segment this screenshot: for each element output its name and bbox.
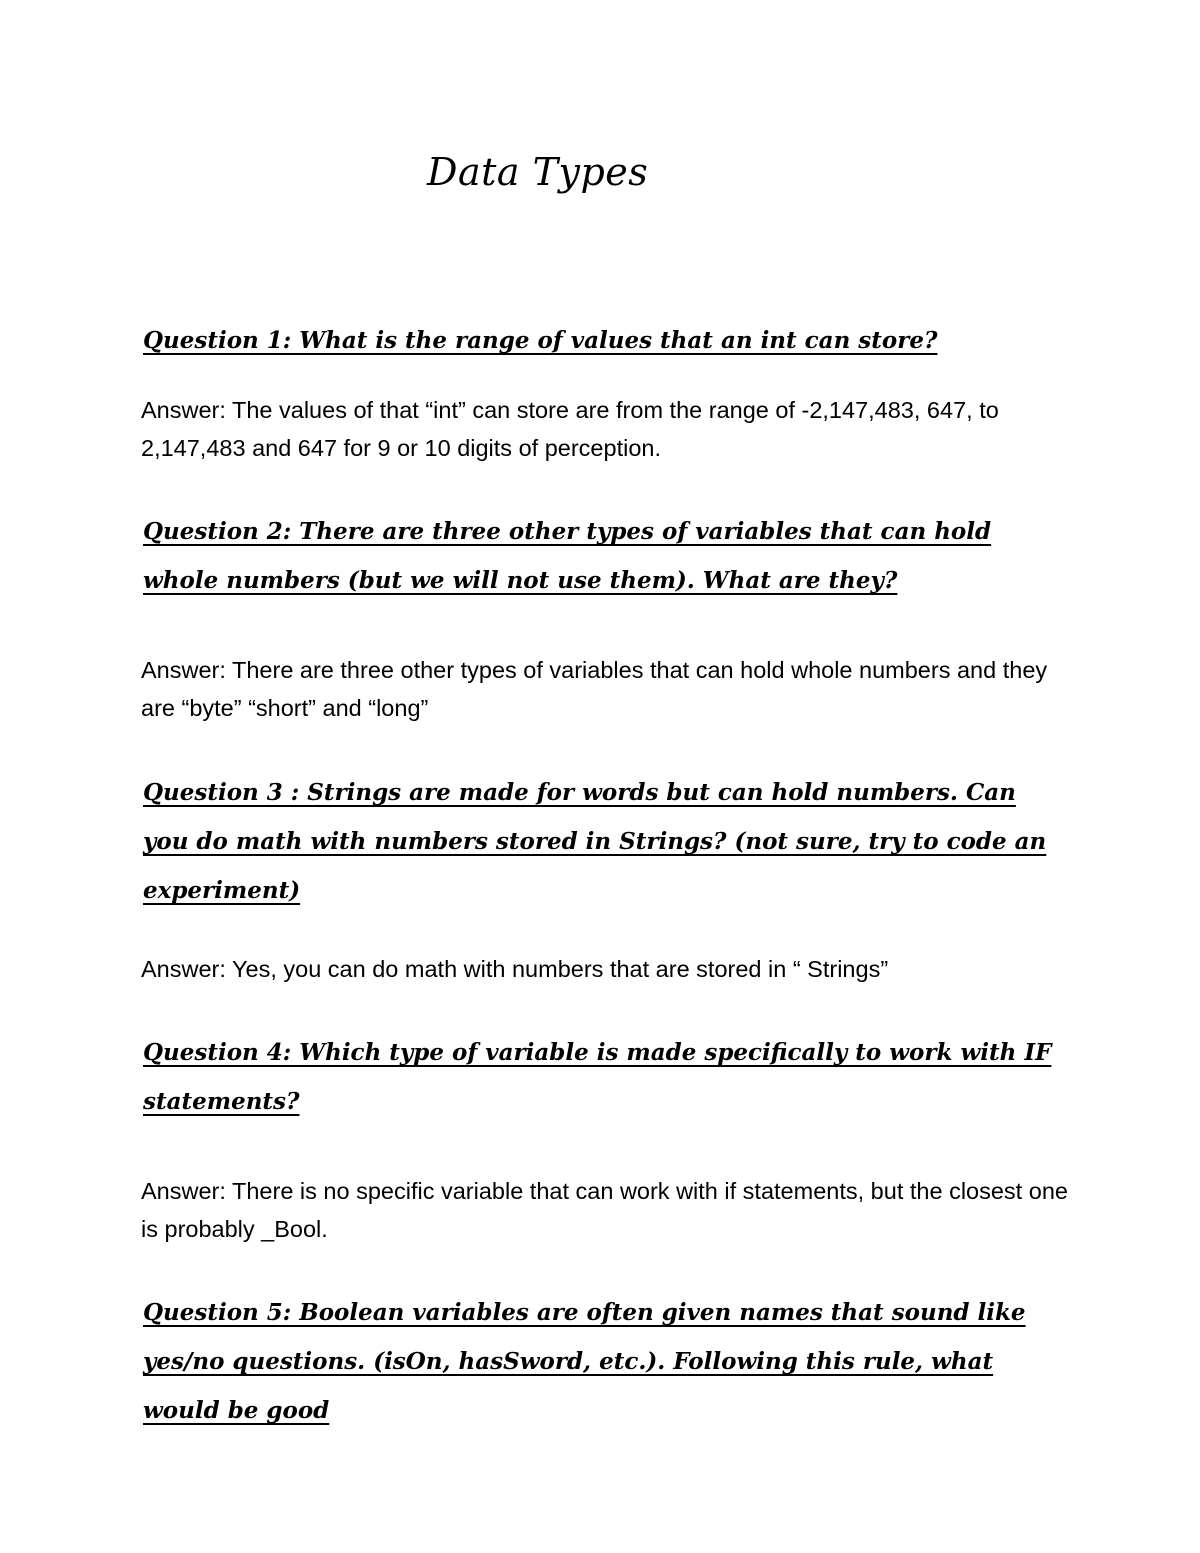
question-2: Question 2: There are three other types of variables that can hold whole numbers (but we will not use them). What are they? <box>143 518 992 594</box>
answer-1: Answer: The values of that “int” can store are from the range of -2,147,483, 647, to 2,147,483 and 647 for 9 or 10 digits of perception. <box>141 397 999 461</box>
document-title: Data Types <box>427 150 649 194</box>
question-4: Question 4: Which type of variable is made specifically to work with IF statements? <box>143 1039 1052 1115</box>
question-3: Question 3 : Strings are made for words but can hold numbers. Can you do math with numbers stored in Strings? (not sure, try to code an experiment) <box>143 779 1047 904</box>
answer-4: Answer: There is no specific variable that can work with if statements, but the closest one is probably _Bool. <box>141 1178 1068 1242</box>
answer-2: Answer: There are three other types of variables that can hold whole numbers and they are “byte” “short” and “long” <box>141 657 1048 721</box>
question-5: Question 5: Boolean variables are often given names that sound like yes/no questions. (isOn, hasSword, etc.). Following this rule, what would be good <box>143 1299 1026 1424</box>
question-1: Question 1: What is the range of values that an int can store? <box>143 327 938 354</box>
answer-3: Answer: Yes, you can do math with numbers that are stored in “ Strings” <box>141 956 889 982</box>
